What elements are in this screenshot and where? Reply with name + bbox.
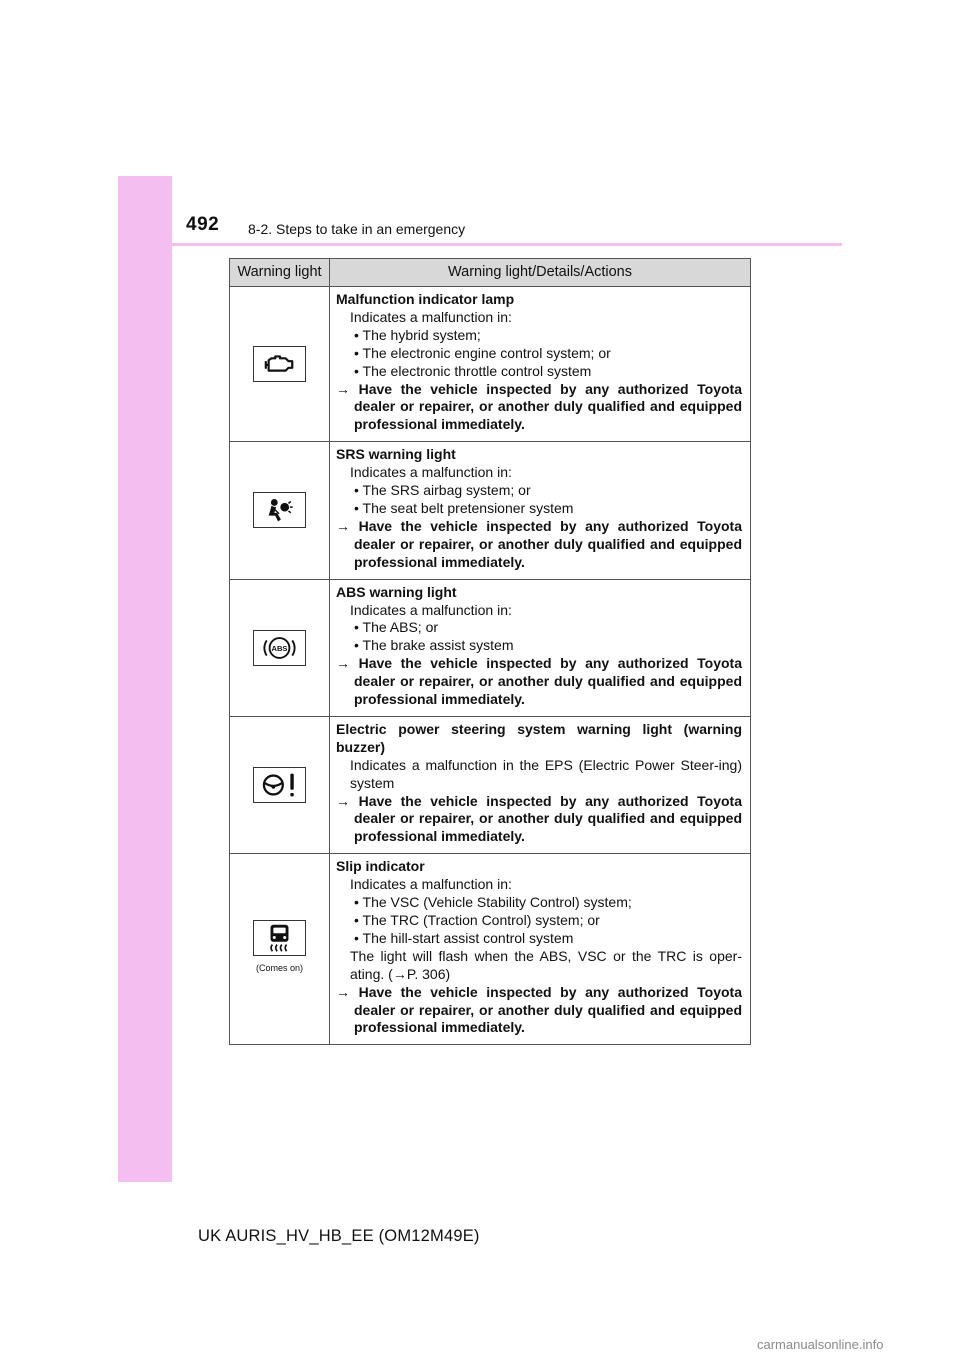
warning-title: Slip indicator	[336, 858, 425, 875]
details-bullet: • The VSC (Vehicle Stability Control) system;	[354, 894, 632, 911]
warning-light-cell	[230, 287, 330, 442]
details-intro: Indicates a malfunction in:	[350, 601, 512, 618]
details-cell	[330, 287, 751, 442]
details-bullet: • The brake assist system	[354, 637, 514, 654]
column-header-warning-light: Warning light	[230, 259, 330, 287]
action-text: → Have the vehicle inspected by any authorized Toyota dealer or repairer, or another duly qualified and equipped professional immediately.	[336, 655, 742, 708]
details-bullet: • The ABS; or	[354, 619, 439, 636]
details-bullet: • The seat belt pretensioner system	[354, 499, 574, 516]
details-intro: Indicates a malfunction in:	[350, 308, 512, 325]
warning-title: ABS warning light	[336, 583, 457, 600]
details-intro: Indicates a malfunction in:	[350, 876, 512, 893]
footer-model-code: UK AURIS_HV_HB_EE (OM12M49E)	[198, 1227, 480, 1245]
action-text: → Have the vehicle inspected by any authorized Toyota dealer or repairer, or another duly qualified and equipped professional immediately.	[336, 517, 742, 570]
details-bullet: • The TRC (Traction Control) system; or	[354, 912, 600, 928]
details-cell	[330, 579, 751, 716]
details-bullet: • The electronic throttle control system	[354, 362, 592, 379]
details-intro: Indicates a malfunction in:	[350, 464, 512, 481]
action-text: → Have the vehicle inspected by any authorized Toyota dealer or repairer, or another duly qualified and equipped professional immediately.	[336, 792, 742, 845]
table-row	[230, 442, 751, 579]
table-header-row	[230, 259, 751, 287]
table-row	[230, 579, 751, 716]
malfunction-indicator-engine-icon	[253, 346, 306, 382]
icon-caption: (Comes on)	[255, 963, 303, 974]
warning-light-cell	[230, 579, 330, 716]
table-row	[230, 716, 751, 853]
section-title: 8-2. Steps to take in an emergency	[248, 221, 466, 237]
warning-title: SRS warning light	[336, 446, 456, 463]
slip-indicator-icon	[253, 920, 306, 956]
details-bullet: • The hill-start assist control system	[354, 929, 574, 946]
section-side-tab	[118, 176, 172, 1182]
warning-light-cell	[230, 442, 330, 579]
details-bullet: • The SRS airbag system; or	[354, 482, 531, 499]
warning-light-cell	[230, 854, 330, 1045]
warning-light-table	[229, 258, 751, 1045]
column-header-details: Warning light/Details/Actions	[330, 259, 751, 287]
details-cell	[330, 716, 751, 853]
details-cell	[330, 442, 751, 579]
table-row	[230, 854, 751, 1045]
warning-light-cell	[230, 716, 330, 853]
header-rule	[118, 243, 842, 246]
page-reference-link[interactable]: →P. 306)	[392, 965, 451, 982]
details-bullet: • The hybrid system;	[354, 326, 481, 343]
action-text: → Have the vehicle inspected by any authorized Toyota dealer or repairer, or another duly qualified and equipped professional immediately.	[336, 380, 742, 433]
srs-airbag-icon	[253, 492, 306, 528]
details-cell	[330, 854, 751, 1045]
details-note: The light will flash when the ABS, VSC or the TRC is oper-ating. (→P. 306)	[350, 947, 742, 982]
abs-icon	[253, 630, 306, 666]
warning-title: Electric power steering system warning light (warning buzzer)	[336, 720, 742, 755]
power-steering-warning-icon	[253, 767, 306, 803]
watermark: carmanualsonline.info	[757, 1337, 884, 1352]
abs-icon-label: ABS	[271, 643, 288, 653]
page-number: 492	[186, 214, 220, 235]
action-text: → Have the vehicle inspected by any authorized Toyota dealer or repairer, or another duly qualified and equipped professional immediately.	[336, 983, 742, 1036]
table-row	[230, 287, 751, 442]
details-intro: Indicates a malfunction in the EPS (Electric Power Steer-ing) system	[350, 756, 742, 791]
warning-title: Malfunction indicator lamp	[336, 291, 515, 307]
details-bullet: • The electronic engine control system; or	[354, 344, 611, 361]
